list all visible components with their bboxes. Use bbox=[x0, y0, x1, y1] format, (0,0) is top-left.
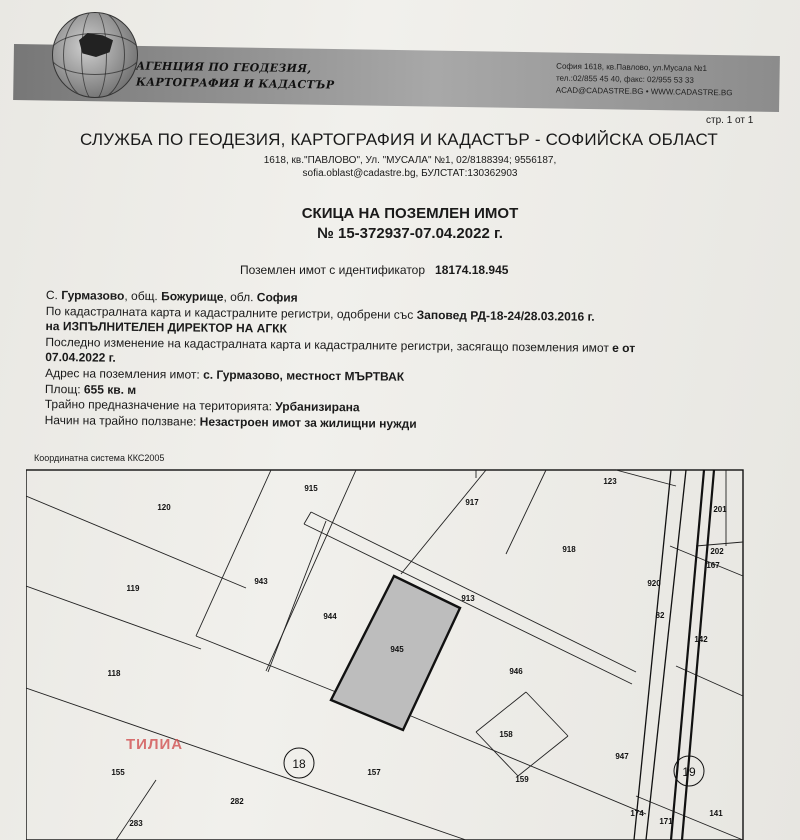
agency-name bbox=[136, 58, 335, 93]
agency-globe-logo bbox=[52, 12, 138, 98]
coordinate-system-label: Координатна система ККС2005 bbox=[34, 453, 165, 463]
parcel-label: 283 bbox=[129, 819, 143, 828]
parcel-label: 174 bbox=[630, 809, 644, 818]
boundary-line bbox=[26, 496, 246, 588]
parcel-label: 119 bbox=[126, 584, 140, 593]
contact-line3: ACAD@CADASTRE.BG • WWW.CADASTRE.BG bbox=[555, 85, 733, 98]
parcel-label: 920 bbox=[647, 579, 661, 588]
parcel-label: 118 bbox=[107, 669, 121, 678]
parcel-label: 82 bbox=[655, 611, 665, 620]
parcel-label: 282 bbox=[230, 797, 244, 806]
agency-name-line2: КАРТОГРАФИЯ И КАДАСТЪР bbox=[135, 75, 335, 92]
parcel-label: 155 bbox=[111, 768, 125, 777]
office-address bbox=[260, 154, 560, 180]
identifier-value: 18174.18.945 bbox=[435, 263, 509, 277]
boundary-line bbox=[401, 470, 486, 574]
purpose-line: Трайно предназначение на територията: Урбанизирана bbox=[44, 397, 360, 415]
area-line: Площ: 655 кв. м bbox=[44, 381, 137, 397]
identifier-line bbox=[240, 263, 508, 277]
document-title bbox=[200, 204, 620, 244]
cadastral-sketch-map bbox=[26, 466, 772, 840]
identifier-label: Поземлен имот с идентификатор bbox=[240, 263, 426, 277]
agency-name-line1: АГЕНЦИЯ ПО ГЕОДЕЗИЯ, bbox=[136, 59, 312, 76]
boundary-line bbox=[196, 470, 271, 636]
parcel-label: 120 bbox=[157, 503, 171, 512]
parcel-label: 915 bbox=[304, 484, 318, 493]
boundary-line bbox=[696, 542, 743, 546]
boundary-line bbox=[636, 796, 743, 840]
boundary-line bbox=[116, 780, 156, 840]
approval-line: По кадастралната карта и кадастралните регистри, одобрени със Заповед РД-18-24/28.03.2016 г. bbox=[45, 303, 595, 324]
parcel-label: 158 bbox=[499, 730, 513, 739]
parcel-158-edge bbox=[518, 736, 568, 776]
boundary-line bbox=[26, 586, 201, 649]
road-edge bbox=[304, 512, 311, 524]
parcel-label: 202 bbox=[710, 547, 724, 556]
property-details bbox=[45, 288, 766, 436]
stamp-text: ТИЛИА bbox=[126, 736, 184, 753]
parcel-label: 944 bbox=[323, 612, 337, 621]
block-label: 18 bbox=[292, 757, 306, 771]
parcel-158-edge bbox=[526, 692, 568, 736]
parcel-label: 943 bbox=[254, 577, 268, 586]
agency-contact bbox=[556, 61, 733, 100]
parcel-label: 913 bbox=[461, 594, 475, 603]
boundary-line bbox=[268, 521, 326, 672]
office-title: СЛУЖБА ПО ГЕОДЕЗИЯ, КАРТОГРАФИЯ И КАДАСТЪР - СОФИЙСКА ОБЛАСТ bbox=[80, 130, 718, 149]
boundary-line bbox=[411, 716, 646, 814]
parcel-label: 171 bbox=[659, 817, 673, 826]
parcel-label: 159 bbox=[515, 775, 529, 784]
document-number: № 15-372937-07.04.2022 г. bbox=[317, 225, 503, 242]
approval-authority-line: на ИЗПЪЛНИТЕЛЕН ДИРЕКТОР НА АГКК bbox=[45, 319, 287, 336]
contact-line1: София 1618, кв.Павлово, ул.Мусала №1 bbox=[556, 61, 708, 73]
parcel-label: 142 bbox=[694, 635, 708, 644]
usage-line: Начин на трайно ползване: Незастроен имот за жилищни нужди bbox=[44, 412, 417, 431]
parcel-label: 123 bbox=[603, 477, 617, 486]
page-number: стр. 1 от 1 bbox=[706, 115, 754, 126]
last-change-date-line: 07.04.2022 г. bbox=[45, 350, 116, 366]
parcel-label: 947 bbox=[615, 752, 629, 761]
boundary-line bbox=[196, 636, 346, 696]
parcel-label: 945 bbox=[390, 645, 404, 654]
parcel-label: 157 bbox=[367, 768, 381, 777]
block-label: 19 bbox=[682, 765, 696, 779]
road-corridor bbox=[634, 470, 714, 840]
parcel-label: 167 bbox=[706, 561, 720, 570]
office-address-line1: 1618, кв."ПАВЛОВО", Ул. "МУСАЛА" №1, 02/8188394; 9556187, bbox=[263, 155, 557, 166]
address-line: Адрес на поземления имот: с. Гурмазово, местност МЪРТВАК bbox=[45, 365, 405, 384]
parcel-158-edge bbox=[476, 692, 526, 732]
parcel-label: 917 bbox=[465, 498, 479, 507]
parcel-label: 201 bbox=[713, 505, 727, 514]
office-address-line2: sofia.oblast@cadastre.bg, БУЛСТАТ:130362903 bbox=[302, 168, 518, 179]
contact-line2: тел.:02/855 45 40, факс: 02/955 53 33 bbox=[555, 73, 694, 85]
parcel-label: 141 bbox=[709, 809, 723, 818]
parcel-label: 946 bbox=[509, 667, 523, 676]
location-line: С. Гурмазово, общ. Божурище, обл. София bbox=[45, 288, 298, 305]
boundary-line bbox=[506, 470, 546, 554]
parcel-label: 918 bbox=[562, 545, 576, 554]
block-18-marker bbox=[284, 748, 314, 778]
boundary-line bbox=[616, 470, 676, 486]
last-change-line: Последно изменение на кадастралната карта и кадастралните регистри, засягащо поземления имот е от bbox=[45, 334, 636, 355]
document-title-line1: СКИЦА НА ПОЗЕМЛЕН ИМОТ bbox=[301, 205, 519, 222]
